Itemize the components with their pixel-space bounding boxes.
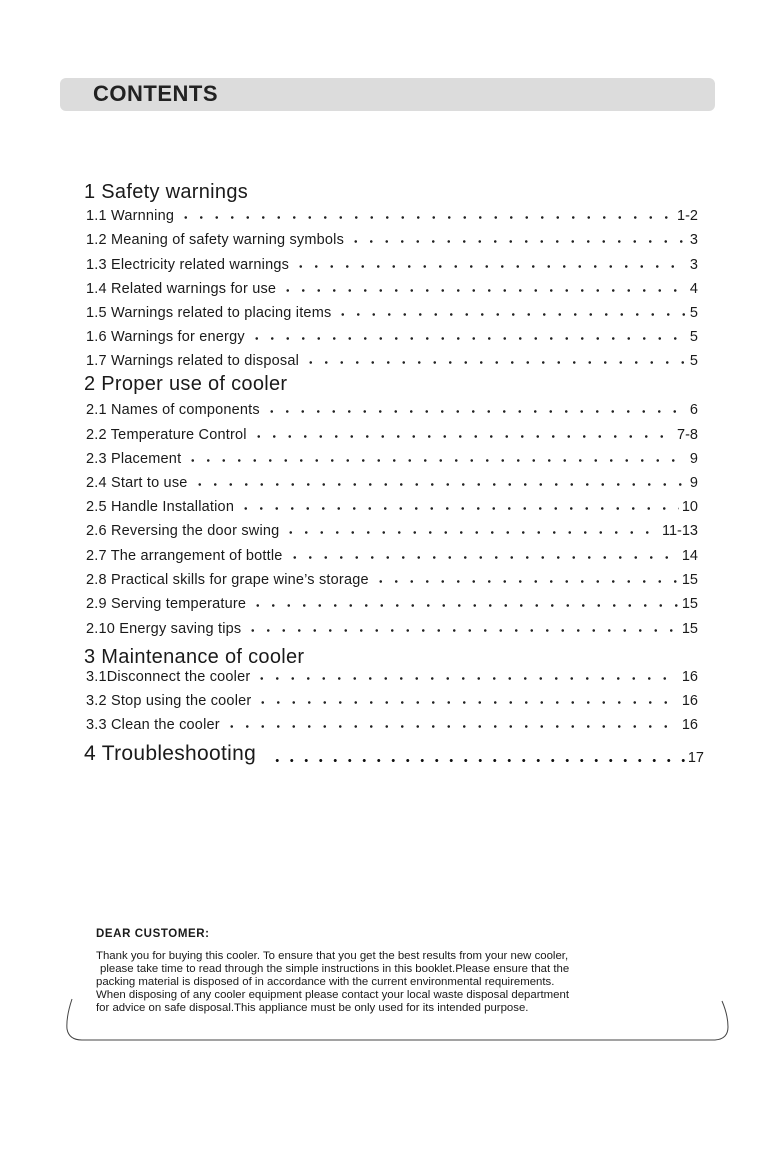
toc-entry[interactable] — [86, 521, 698, 539]
toc-entry-page: 15 — [681, 596, 698, 612]
dot-leader — [249, 336, 687, 341]
dot-leader — [280, 288, 687, 293]
toc-entry-label: 2.7 The arrangement of bottle — [86, 548, 283, 564]
section-title-maintenance: 3 Maintenance of cooler — [84, 646, 305, 668]
customer-notice-line: When disposing of any cooler equipment please contact your local waste disposal department — [96, 989, 569, 1001]
customer-notice-line: for advice on safe disposal.This appliance must be only used for its intended purpose. — [96, 1002, 529, 1014]
toc-entry-page: 9 — [689, 451, 698, 467]
toc-entry[interactable] — [86, 230, 698, 248]
toc-entry-label: 2.4 Start to use — [86, 475, 188, 491]
dot-leader — [192, 482, 687, 487]
dot-leader — [283, 530, 659, 535]
toc-entry-label: 1.4 Related warnings for use — [86, 281, 277, 297]
toc-entry-page: 9 — [689, 475, 698, 491]
dot-leader — [335, 312, 686, 317]
toc-entry-troubleshooting[interactable] — [84, 744, 704, 766]
section-title-troubleshooting: 4 Troubleshooting — [84, 742, 257, 765]
toc-entry[interactable] — [86, 667, 698, 685]
toc-entry-label: 3.1Disconnect the cooler — [86, 669, 251, 685]
dot-leader — [238, 506, 679, 511]
dot-leader — [185, 458, 687, 463]
dot-leader — [178, 215, 674, 220]
toc-entry-label: 2.6 Reversing the door swing — [86, 523, 280, 539]
toc-entry[interactable] — [86, 425, 698, 443]
toc-entry[interactable] — [86, 619, 698, 637]
toc-entry-page: 17 — [687, 750, 704, 766]
toc-entry[interactable] — [86, 691, 698, 709]
toc-entry[interactable] — [86, 715, 698, 733]
toc-entry[interactable] — [86, 303, 698, 321]
page-title: CONTENTS — [93, 81, 218, 106]
toc-entry-page: 5 — [689, 329, 698, 345]
section-title-proper-use: 2 Proper use of cooler — [84, 373, 288, 395]
toc-entry-page: 16 — [681, 669, 698, 685]
customer-notice-line: Thank you for buying this cooler. To ensure that you get the best results from your new cooler, — [96, 950, 569, 962]
toc-entry-label: 3.2 Stop using the cooler — [86, 693, 252, 709]
toc-entry[interactable] — [86, 255, 698, 273]
dot-leader — [373, 579, 679, 584]
toc-entry[interactable] — [86, 327, 698, 345]
dot-leader — [245, 628, 679, 633]
customer-notice-line: packing material is disposed of in accordance with the current environmental requirements. — [96, 976, 555, 988]
toc-entry[interactable] — [86, 449, 698, 467]
toc-entry[interactable] — [86, 473, 698, 491]
toc-entry[interactable] — [86, 570, 698, 588]
toc-entry[interactable] — [86, 279, 698, 297]
dot-leader — [255, 700, 678, 705]
dot-leader — [287, 555, 679, 560]
toc-entry-label: 1.7 Warnings related to disposal — [86, 353, 300, 369]
notice-bracket-frame — [60, 995, 735, 1045]
toc-entry[interactable] — [86, 206, 698, 224]
dot-leader — [270, 758, 685, 763]
section-title-safety-warnings: 1 Safety warnings — [84, 181, 249, 203]
toc-entry-label: 2.9 Serving temperature — [86, 596, 247, 612]
toc-entry-page: 16 — [681, 717, 698, 733]
toc-entry-page: 5 — [689, 353, 698, 369]
toc-entry-label: 1.1 Warnning — [86, 208, 175, 224]
toc-entry[interactable] — [86, 400, 698, 418]
toc-entry-page: 15 — [681, 621, 698, 637]
dot-leader — [264, 409, 687, 414]
toc-entry-page: 1-2 — [677, 208, 698, 224]
dot-leader — [250, 603, 679, 608]
toc-entry-label: 3.3 Clean the cooler — [86, 717, 220, 733]
customer-notice-title: DEAR CUSTOMER: — [96, 928, 210, 940]
toc-entry-page: 10 — [681, 499, 698, 515]
toc-entry[interactable] — [86, 351, 698, 369]
toc-entry-label: 1.5 Warnings related to placing items — [86, 305, 332, 321]
toc-entry-label: 2.10 Energy saving tips — [86, 621, 242, 637]
toc-entry-page: 11-13 — [661, 523, 698, 539]
toc-entry-label: 2.8 Practical skills for grape wine’s storage — [86, 572, 369, 588]
toc-entry-page: 4 — [689, 281, 698, 297]
toc-entry-page: 5 — [689, 305, 698, 321]
toc-entry-label: 1.6 Warnings for energy — [86, 329, 245, 345]
toc-entry[interactable] — [86, 594, 698, 612]
toc-entry-page: 14 — [681, 548, 698, 564]
toc-entry-page: 6 — [689, 402, 698, 418]
customer-notice-line: please take time to read through the simple instructions in this booklet.Please ensure that the — [100, 963, 570, 975]
toc-entry-label: 2.1 Names of components — [86, 402, 260, 418]
toc-entry-page: 3 — [689, 257, 698, 273]
dot-leader — [293, 264, 687, 269]
dot-leader — [251, 434, 674, 439]
toc-entry[interactable] — [86, 546, 698, 564]
toc-entry-page: 15 — [681, 572, 698, 588]
toc-entry-page: 3 — [689, 232, 698, 248]
dot-leader — [254, 676, 678, 681]
toc-entry-label: 1.2 Meaning of safety warning symbols — [86, 232, 345, 248]
toc-entry-label: 2.2 Temperature Control — [86, 427, 247, 443]
toc-entry-label: 1.3 Electricity related warnings — [86, 257, 290, 273]
toc-entry-page: 16 — [681, 693, 698, 709]
dot-leader — [348, 239, 687, 244]
toc-entry-label: 2.5 Handle Installation — [86, 499, 235, 515]
toc-entry-label: 2.3 Placement — [86, 451, 182, 467]
toc-entry[interactable] — [86, 497, 698, 515]
toc-entry-page: 7-8 — [677, 427, 698, 443]
dot-leader — [303, 360, 687, 365]
dot-leader — [224, 724, 679, 729]
